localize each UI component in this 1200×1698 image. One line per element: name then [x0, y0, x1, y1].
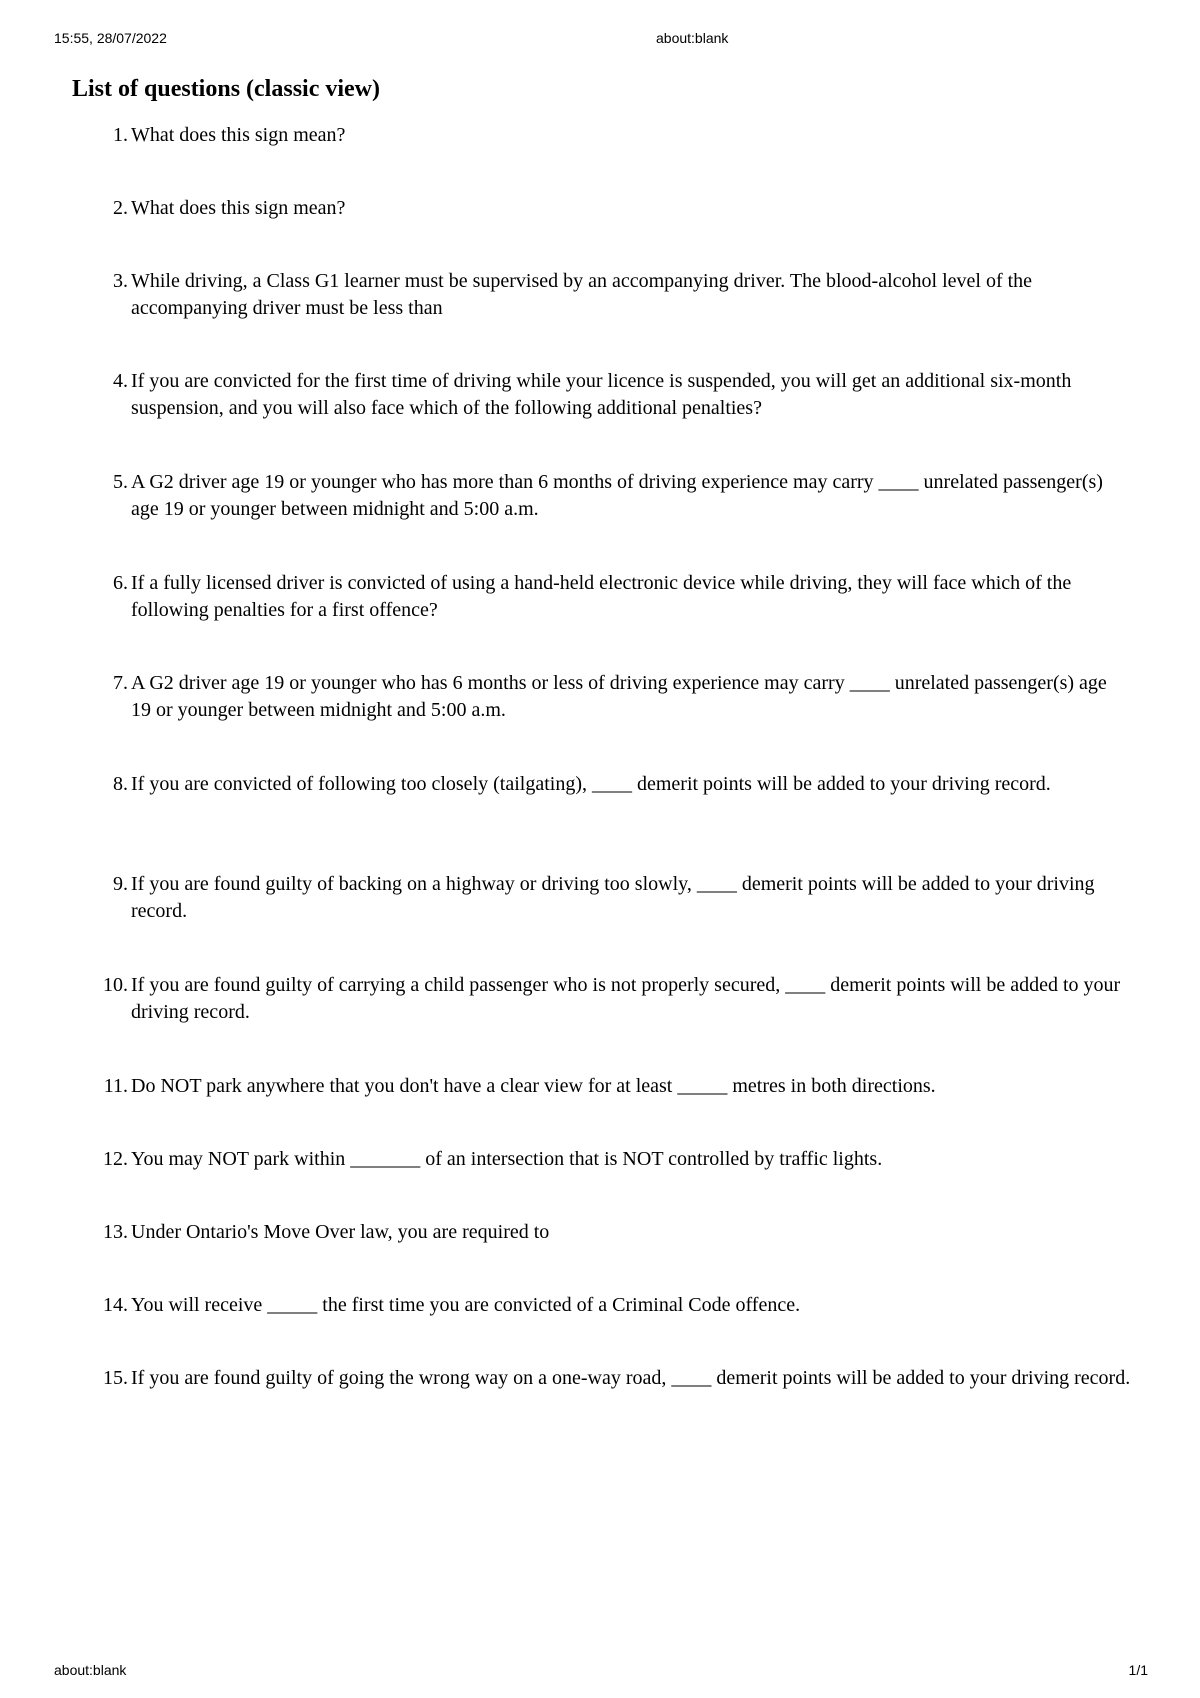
question-item — [72, 268, 1132, 322]
question-item — [72, 1365, 1132, 1392]
question-text: Do NOT park anywhere that you don't have a clear view for at least _____ metres in both directions. — [131, 1075, 936, 1097]
question-item — [72, 469, 1132, 523]
question-item — [72, 1292, 1132, 1319]
question-number: 11. — [103, 1075, 128, 1097]
question-text: If a fully licensed driver is convicted of using a hand-held electronic device while driving, they will face which of the following penalties for a first offence? — [131, 572, 1072, 621]
footer-page-count: 1/1 — [1128, 1662, 1148, 1678]
question-text: If you are found guilty of going the wrong way on a one-way road, ____ demerit points will be added to your driving record. — [131, 1367, 1131, 1389]
question-number: 9. — [113, 873, 128, 895]
question-item — [72, 122, 1132, 149]
question-text: If you are found guilty of backing on a highway or driving too slowly, ____ demerit points will be added to your driving record. — [131, 873, 1095, 922]
question-number: 8. — [113, 773, 128, 795]
question-item — [72, 195, 1132, 222]
question-item — [72, 771, 1132, 798]
question-text: A G2 driver age 19 or younger who has 6 months or less of driving experience may carry ____ unrelated passenger(s) age 19 or younger between midnight and 5:00 a.m. — [131, 672, 1107, 721]
question-number: 12. — [103, 1148, 128, 1170]
print-page-url: about:blank — [656, 30, 729, 46]
question-text: What does this sign mean? — [131, 197, 346, 219]
question-item — [72, 1219, 1132, 1246]
question-number: 3. — [113, 270, 128, 292]
question-item — [72, 368, 1132, 422]
question-item — [72, 570, 1132, 624]
question-item — [72, 670, 1132, 724]
question-text: A G2 driver age 19 or younger who has more than 6 months of driving experience may carry ____ unrelated passenger(s) age 19 or younger between midnight and 5:00 a.m. — [131, 471, 1103, 520]
print-datetime: 15:55, 28/07/2022 — [54, 30, 167, 46]
question-text: Under Ontario's Move Over law, you are required to — [131, 1221, 550, 1243]
print-footer — [54, 1662, 1148, 1682]
question-number: 1. — [113, 124, 128, 146]
question-text: While driving, a Class G1 learner must be supervised by an accompanying driver. The blood-alcohol level of the accompanying driver must be less than — [131, 270, 1033, 319]
question-text: What does this sign mean? — [131, 124, 346, 146]
question-number: 10. — [103, 974, 128, 996]
question-number: 5. — [113, 471, 128, 493]
question-text: You may NOT park within _______ of an intersection that is NOT controlled by traffic lights. — [131, 1148, 883, 1170]
page-title: List of questions (classic view) — [72, 76, 380, 102]
document — [72, 72, 1132, 1389]
print-header — [54, 30, 1148, 50]
footer-page-url: about:blank — [54, 1662, 127, 1678]
question-number: 4. — [113, 370, 128, 392]
question-text: If you are convicted of following too closely (tailgating), ____ demerit points will be added to your driving record. — [131, 773, 1051, 795]
question-item — [72, 1073, 1132, 1100]
question-number: 6. — [113, 572, 128, 594]
question-text: If you are found guilty of carrying a child passenger who is not properly secured, ____ demerit points will be added to your driving record. — [131, 974, 1121, 1023]
question-number: 13. — [103, 1221, 128, 1243]
question-item — [72, 972, 1132, 1026]
question-item — [72, 1146, 1132, 1173]
question-number: 2. — [113, 197, 128, 219]
question-number: 14. — [103, 1294, 128, 1316]
question-item — [72, 871, 1132, 925]
question-text: You will receive _____ the first time you are convicted of a Criminal Code offence. — [131, 1294, 801, 1316]
question-number: 7. — [113, 672, 128, 694]
question-number: 15. — [103, 1367, 128, 1389]
question-text: If you are convicted for the first time of driving while your licence is suspended, you will get an additional six-month suspension, and you will also face which of the following additional penalties? — [131, 370, 1072, 419]
